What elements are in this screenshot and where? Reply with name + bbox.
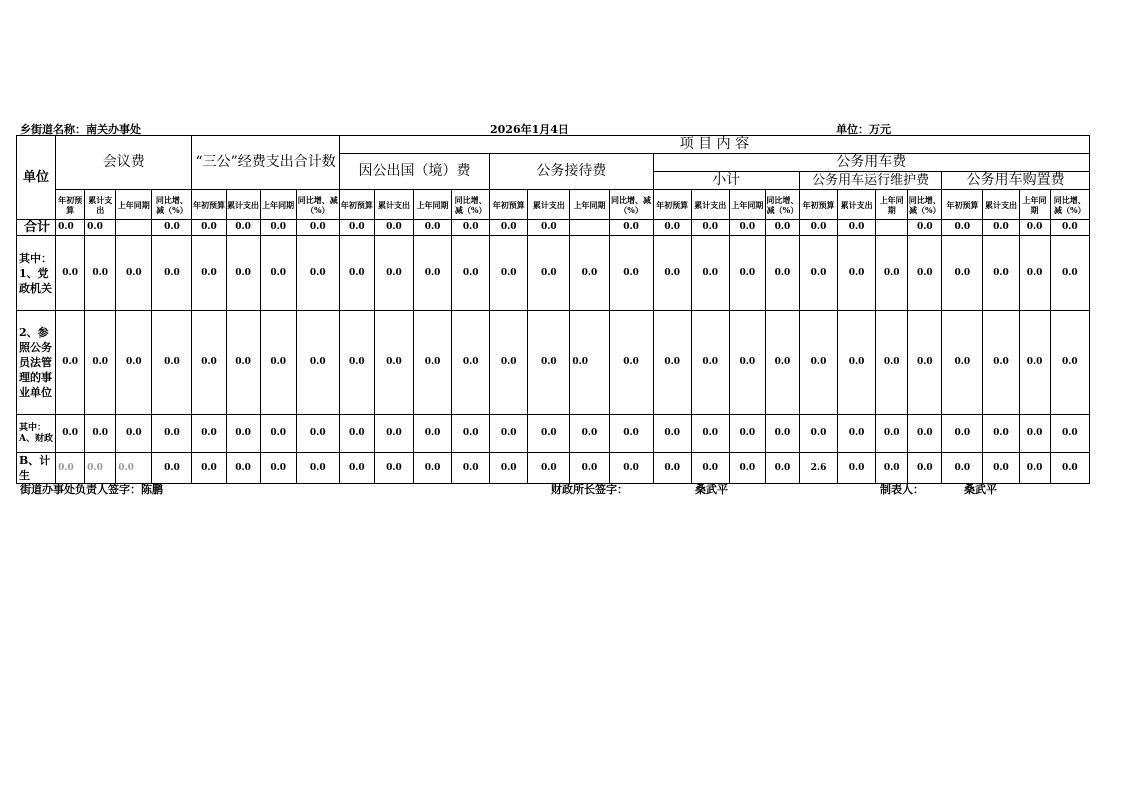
cell: 0.0: [296, 220, 339, 236]
cell: 0.0: [374, 453, 413, 484]
meeting-fee-header: 会议费: [56, 136, 192, 190]
cell: 0.0: [85, 220, 116, 236]
cell: 0.0: [570, 453, 609, 484]
cell: 0.0: [942, 220, 983, 236]
cell: 0.0: [799, 236, 837, 311]
sub-budget: 年初预算: [192, 190, 226, 220]
cell: 0.0: [152, 220, 192, 236]
sub-last: 上年同期: [414, 190, 452, 220]
cell: 0.0: [942, 415, 983, 453]
cell: 0.0: [691, 220, 729, 236]
sub-spent: 累计支出: [691, 190, 729, 220]
cell: 0.0: [876, 236, 908, 311]
cell: 0.0: [729, 415, 765, 453]
cell: 0.0: [490, 415, 528, 453]
cell: 0.0: [152, 236, 192, 311]
cell: 0.0: [653, 453, 691, 484]
cell: 0.0: [609, 311, 653, 415]
cell: [570, 220, 609, 236]
cell: 0.0: [339, 236, 374, 311]
cell: 0.0: [56, 415, 85, 453]
cell: 0.0: [192, 220, 226, 236]
cell: 0.0: [192, 311, 226, 415]
cell: 0.0: [729, 220, 765, 236]
cell: 0.0: [838, 236, 876, 311]
sub-budget: 年初预算: [799, 190, 837, 220]
cell: 0.0: [1019, 220, 1050, 236]
cell: 0.0: [942, 311, 983, 415]
cell: 0.0: [296, 236, 339, 311]
cell: 0.0: [799, 415, 837, 453]
cell: 0.0: [838, 220, 876, 236]
cell: 0.0: [691, 415, 729, 453]
sub-last: 上年同期: [876, 190, 908, 220]
cell: 0.0: [983, 311, 1019, 415]
cell: 0.0: [116, 415, 152, 453]
cell: 0.0: [729, 311, 765, 415]
cell: 0.0: [983, 415, 1019, 453]
cell: 0.0: [116, 311, 152, 415]
row-label: 合计: [17, 220, 56, 236]
cell: 0.0: [192, 236, 226, 311]
cell: 0.0: [876, 453, 908, 484]
cell: 0.0: [296, 453, 339, 484]
cell: 0.0: [765, 415, 799, 453]
cell: 0.0: [296, 311, 339, 415]
cell: 0.0: [490, 453, 528, 484]
reception-fee-header: 公务接待费: [490, 154, 653, 190]
cell: 0.0: [1050, 453, 1089, 484]
sub-change: 同比增、减（%）: [452, 190, 490, 220]
cell: 0.0: [85, 415, 116, 453]
cell: 0.0: [260, 220, 296, 236]
cell: 0.0: [56, 453, 85, 484]
cell: 0.0: [1050, 311, 1089, 415]
cell: 0.0: [260, 236, 296, 311]
cell: 0.0: [490, 311, 528, 415]
cell: 0.0: [226, 453, 260, 484]
cell: 0.0: [653, 311, 691, 415]
cell: 0.0: [983, 220, 1019, 236]
cell: 0.0: [609, 220, 653, 236]
row-label: 2、参照公务员法管理的事业单位: [17, 311, 56, 415]
maker-name: 桑武平: [964, 483, 997, 496]
cell: [876, 220, 908, 236]
cell: 0.0: [339, 311, 374, 415]
finance-signature-name: 桑武平: [695, 483, 728, 496]
cell: 0.0: [296, 415, 339, 453]
subtotal-header: 小计: [653, 172, 799, 190]
cell: 0.0: [152, 415, 192, 453]
cell: 0.0: [765, 220, 799, 236]
cell: 0.0: [908, 220, 942, 236]
cell: 0.0: [414, 453, 452, 484]
project-content-header: 项 目 内 容: [339, 136, 1089, 154]
cell: 0.0: [192, 415, 226, 453]
cell: 0.0: [152, 311, 192, 415]
three-public-expense-table: [16, 135, 1090, 484]
cell: 0.0: [729, 236, 765, 311]
cell: 2.6: [799, 453, 837, 484]
sub-last: 上年同期: [729, 190, 765, 220]
sub-budget: 年初预算: [942, 190, 983, 220]
cell: 0.0: [1019, 453, 1050, 484]
cell: 0.0: [1050, 220, 1089, 236]
table-row: [17, 236, 1090, 311]
cell: 0.0: [414, 236, 452, 311]
cell: 0.0: [85, 453, 116, 484]
cell: 0.0: [799, 311, 837, 415]
cell: 0.0: [838, 453, 876, 484]
cell: [116, 220, 152, 236]
cell: 0.0: [609, 236, 653, 311]
cell: 0.0: [653, 415, 691, 453]
cell: 0.0: [116, 453, 152, 484]
cell: 0.0: [452, 236, 490, 311]
cell: 0.0: [490, 236, 528, 311]
cell: 0.0: [528, 415, 570, 453]
sub-budget: 年初预算: [56, 190, 85, 220]
cell: 0.0: [609, 415, 653, 453]
three-public-total-header: “三公”经费支出合计数: [192, 136, 339, 190]
cell: 0.0: [691, 453, 729, 484]
cell: 0.0: [876, 311, 908, 415]
cell: 0.0: [116, 236, 152, 311]
cell: 0.0: [942, 453, 983, 484]
cell: 0.0: [374, 220, 413, 236]
sub-last: 上年同期: [1019, 190, 1050, 220]
cell: 0.0: [226, 220, 260, 236]
sub-spent: 累计支出: [528, 190, 570, 220]
row-label: B、计生: [17, 453, 56, 484]
cell: 0.0: [1019, 415, 1050, 453]
sub-budget: 年初预算: [653, 190, 691, 220]
cell: 0.0: [85, 311, 116, 415]
cell: 0.0: [528, 220, 570, 236]
cell: 0.0: [452, 311, 490, 415]
cell: 0.0: [765, 311, 799, 415]
cell: 0.0: [192, 453, 226, 484]
cell: 0.0: [908, 236, 942, 311]
cell: 0.0: [56, 311, 85, 415]
cell: 0.0: [653, 236, 691, 311]
cell: 0.0: [452, 453, 490, 484]
sub-budget: 年初预算: [339, 190, 374, 220]
sub-spent: 累计支出: [983, 190, 1019, 220]
cell: 0.0: [1050, 236, 1089, 311]
cell: 0.0: [729, 453, 765, 484]
cell: 0.0: [414, 220, 452, 236]
cell: 0.0: [691, 311, 729, 415]
cell: 0.0: [414, 311, 452, 415]
cell: 0.0: [570, 311, 609, 415]
cell: 0.0: [908, 311, 942, 415]
sub-spent: 累计支出: [85, 190, 116, 220]
cell: 0.0: [374, 236, 413, 311]
sub-change: 同比增、减（%）: [1050, 190, 1089, 220]
cell: 0.0: [260, 415, 296, 453]
cell: 0.0: [452, 415, 490, 453]
sub-change: 同比增、减（%）: [152, 190, 192, 220]
cell: 0.0: [765, 453, 799, 484]
cell: 0.0: [609, 453, 653, 484]
cell: 0.0: [876, 415, 908, 453]
cell: 0.0: [374, 415, 413, 453]
cell: 0.0: [452, 220, 490, 236]
table-row: [17, 220, 1090, 236]
table-row: [17, 415, 1090, 453]
vehicle-run-header: 公务用车运行维护费: [799, 172, 941, 190]
cell: 0.0: [1019, 311, 1050, 415]
cell: 0.0: [490, 220, 528, 236]
maker-label: 制表人：: [880, 483, 924, 496]
sub-change: 同比增、减（%）: [609, 190, 653, 220]
cell: 0.0: [339, 415, 374, 453]
cell: 0.0: [226, 415, 260, 453]
cell: 0.0: [339, 453, 374, 484]
cell: 0.0: [528, 311, 570, 415]
cell: 0.0: [528, 453, 570, 484]
vehicle-fee-header: 公务用车费: [653, 154, 1089, 172]
table-row: [17, 311, 1090, 415]
cell: 0.0: [691, 236, 729, 311]
cell: 0.0: [414, 415, 452, 453]
row-label: 其中：1、党政机关: [17, 236, 56, 311]
leader-signature: 街道办事处负责人签字：陈鹏: [20, 483, 163, 496]
sub-last: 上年同期: [260, 190, 296, 220]
vehicle-buy-header: 公务用车购置费: [942, 172, 1090, 190]
cell: 0.0: [1019, 236, 1050, 311]
sub-spent: 累计支出: [838, 190, 876, 220]
cell: 0.0: [260, 311, 296, 415]
table-row: [17, 453, 1090, 484]
cell: 0.0: [56, 220, 85, 236]
cell: 0.0: [838, 415, 876, 453]
cell: 0.0: [653, 220, 691, 236]
cell: 0.0: [570, 236, 609, 311]
row-label: 其中：A、财政: [17, 415, 56, 453]
cell: 0.0: [56, 236, 85, 311]
cell: 0.0: [799, 220, 837, 236]
cell: 0.0: [260, 453, 296, 484]
cell: 0.0: [838, 311, 876, 415]
sub-budget: 年初预算: [490, 190, 528, 220]
township-name: 乡街道名称：南关办事处: [20, 123, 141, 136]
sub-last: 上年同期: [570, 190, 609, 220]
cell: 0.0: [942, 236, 983, 311]
cell: 0.0: [226, 236, 260, 311]
sub-change: 同比增、减（%）: [908, 190, 942, 220]
cell: 0.0: [339, 220, 374, 236]
cell: 0.0: [765, 236, 799, 311]
cell: 0.0: [1050, 415, 1089, 453]
cell: 0.0: [152, 453, 192, 484]
cell: 0.0: [570, 415, 609, 453]
sub-change: 同比增、减（%）: [765, 190, 799, 220]
cell: 0.0: [374, 311, 413, 415]
cell: 0.0: [983, 453, 1019, 484]
sub-change: 同比增、减（%）: [296, 190, 339, 220]
cell: 0.0: [226, 311, 260, 415]
sub-spent: 累计支出: [226, 190, 260, 220]
unit-column-header: 单位: [17, 136, 56, 220]
sub-spent: 累计支出: [374, 190, 413, 220]
unit-label: 单位：万元: [836, 123, 891, 136]
cell: 0.0: [85, 236, 116, 311]
abroad-fee-header: 因公出国（境）费: [339, 154, 489, 190]
cell: 0.0: [908, 453, 942, 484]
cell: 0.0: [528, 236, 570, 311]
report-date: 2026年1月4日: [490, 123, 569, 136]
sub-last: 上年同期: [116, 190, 152, 220]
cell: 0.0: [908, 415, 942, 453]
finance-signature-label: 财政所长签字：: [551, 483, 628, 496]
cell: 0.0: [983, 236, 1019, 311]
